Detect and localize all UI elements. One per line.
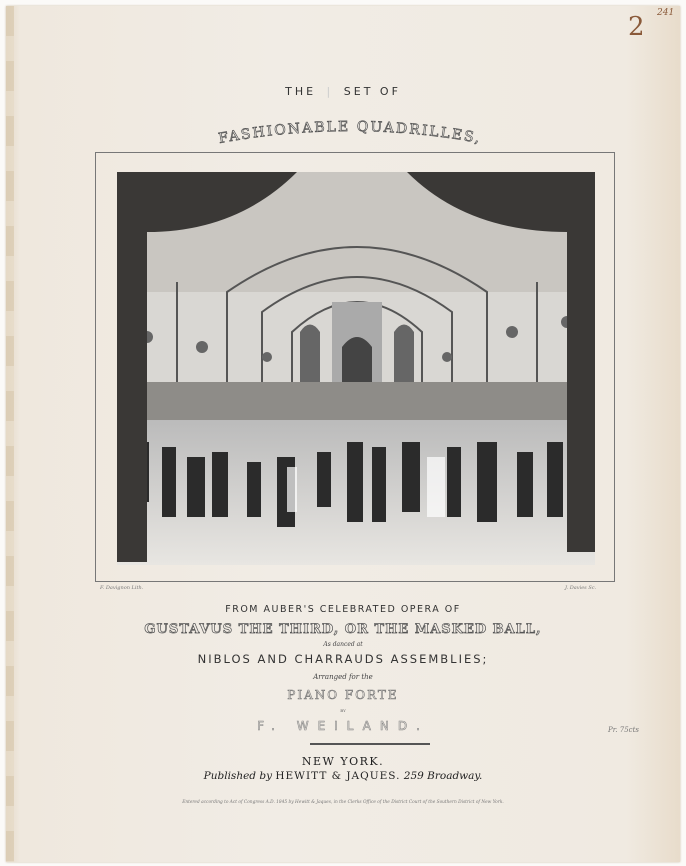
- title-fashionable-quadrilles: FASHIONABLE QUADRILLES,: [217, 118, 483, 148]
- composer: F. WEILAND.: [257, 719, 429, 733]
- svg-text:FASHIONABLE QUADRILLES,: [217, 119, 482, 147]
- from-line: FROM AUBER'S CELEBRATED OPERA OF: [225, 604, 461, 615]
- publisher-name: HEWITT & JAQUES.: [275, 770, 401, 782]
- price: Pr. 75cts: [608, 726, 639, 734]
- imprint-publisher-line: [0, 770, 686, 782]
- title-set-of: SET OF: [343, 85, 401, 98]
- imprint-city: NEW YORK.: [301, 755, 385, 768]
- instrument: PIANO FORTE: [287, 688, 399, 702]
- by-label: BY: [340, 708, 346, 713]
- publisher-address: 259 Broadway.: [403, 770, 483, 782]
- title-arched: [190, 105, 510, 155]
- worn-left-edge: [6, 6, 14, 862]
- handwritten-catalog-number: 241: [657, 8, 675, 18]
- title-the: THE: [285, 85, 317, 98]
- divider-rule: [310, 743, 430, 745]
- title-line1: THE | SET OF: [285, 85, 401, 98]
- arranged-for: Arranged for the: [313, 673, 373, 681]
- illustration-ballroom-engraving: [117, 172, 595, 565]
- published-by: Published by: [203, 770, 273, 782]
- copyright-notice: Entered according to Act of Congress A.D. 1845 by Hewitt & Jaques, in the Clerks Office of the District Court of the Southern District of New York.: [182, 800, 504, 805]
- opera-title: GUSTAVUS THE THIRD, OR THE MASKED BALL,: [144, 622, 542, 637]
- engraver-credit: J. Davies Sc.: [565, 585, 597, 591]
- as-danced-at: As danced at: [323, 641, 363, 648]
- lithographer-credit: F. Davignon Lith.: [100, 585, 144, 591]
- handwritten-page-number: 2: [628, 12, 645, 42]
- venues: NIBLOS AND CHARRAUDS ASSEMBLIES;: [197, 652, 489, 666]
